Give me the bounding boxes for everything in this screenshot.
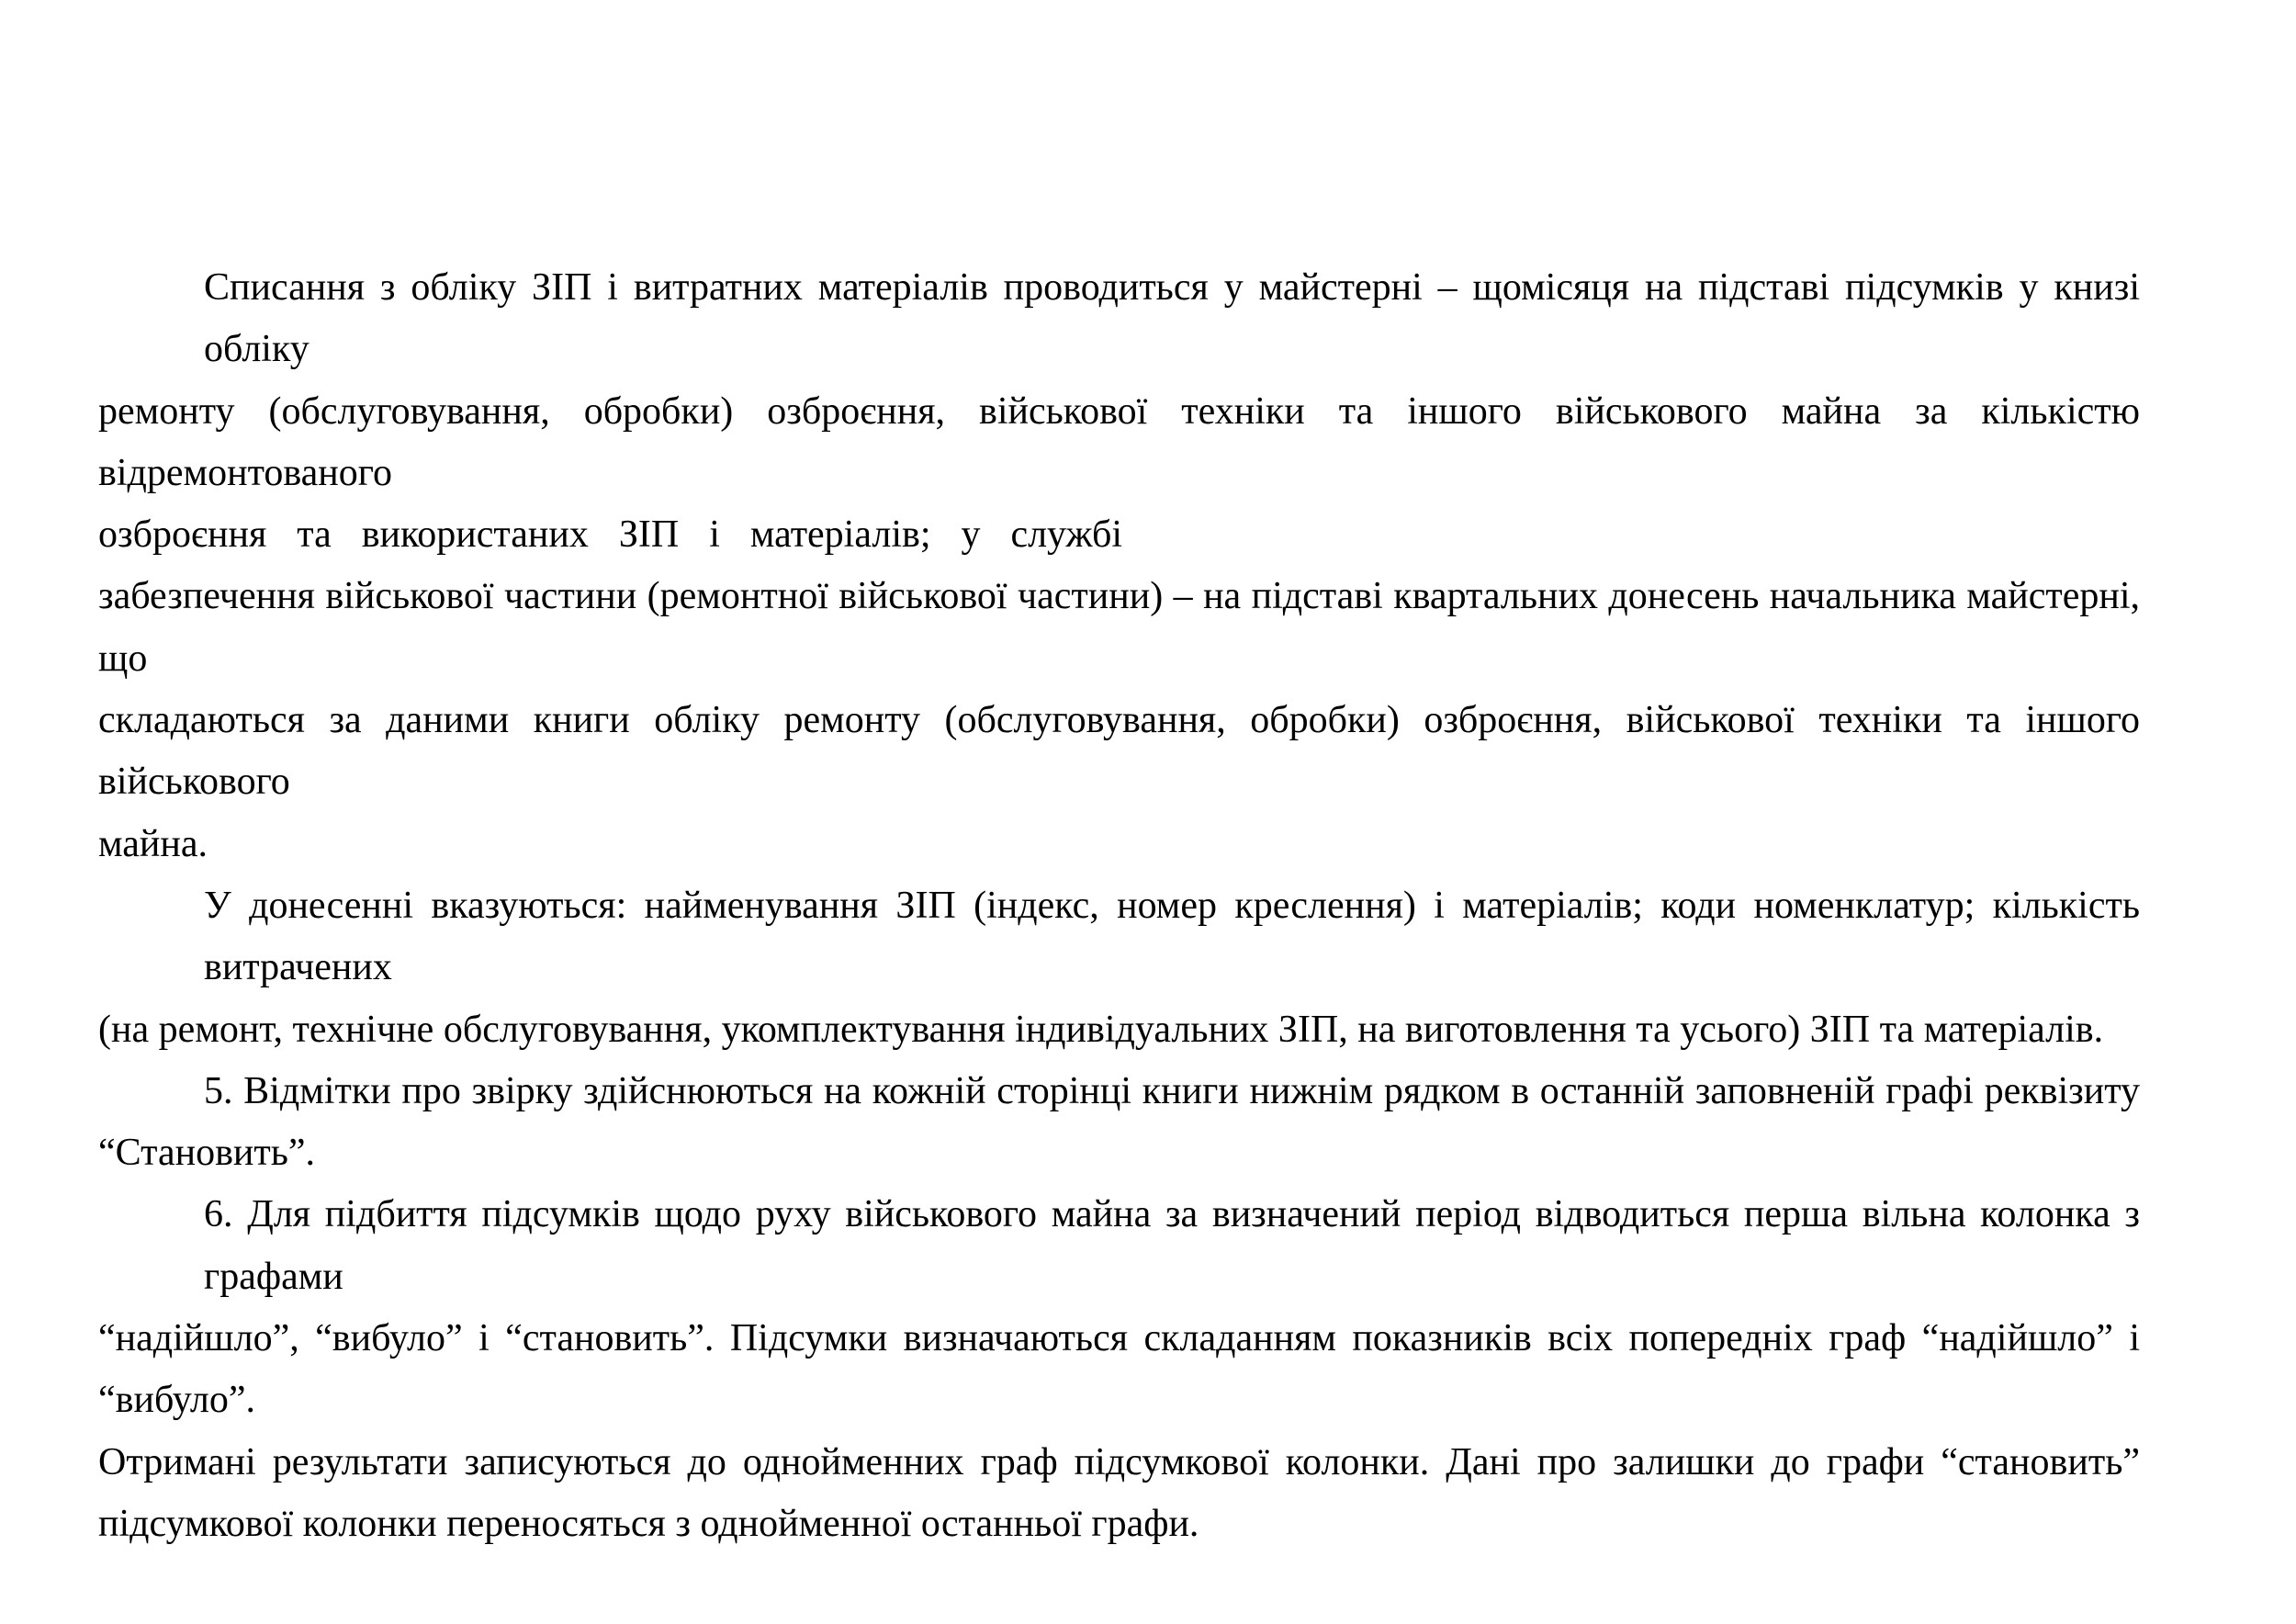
text-line: У донесенні вказуються: найменування ЗІП (індекс, номер креслення) і матеріалів; коди номенклатур; кількість витрачених [204,884,2140,989]
para-donesennia [98,875,2140,1061]
text-line: підсумкової колонки переносяться з однойменної останньої графи. [98,1502,1199,1545]
text-line: Отримані результати записуються до однойменних граф підсумкової колонки. Дані про залишки до графи “становить” [98,1440,2140,1483]
text-line: озброєння та використаних ЗІП і матеріалів; у службі [98,513,1122,557]
para-spysannia-zip [98,257,2140,875]
para-item-5 [98,1061,2140,1185]
text-line: складаються за даними книги обліку ремонту (обслуговування, обробки) озброєння, військової техніки та іншого військового [98,699,2140,804]
text-line: забезпечення військової частини (ремонтної військової частини) – на підставі квартальних донесень начальника майстерні, що [98,575,2140,680]
text-line: “Становить”. [98,1132,316,1175]
text-line: “надійшло”, “вибуло” і “становить”. Підсумки визначаються складанням показників всіх попередніх граф “надійшло” і “вибуло”. [98,1317,2140,1422]
text-line: 6. Для підбиття підсумків щодо руху військового майна за визначений період відводиться перша вільна колонка з графами [204,1193,2140,1298]
text-line: Списання з обліку ЗІП і витратних матеріалів проводиться у майстерні – щомісяця на підставі підсумків у книзі обліку [204,266,2140,371]
text-line: ремонту (обслуговування, обробки) озброєння, військової техніки та іншого військового майна за кількістю відремонтованого [98,389,2140,494]
text-line: (на ремонт, технічне обслуговування, укомплектування індивідуальних ЗІП, на виготовлення та усього) ЗІП та матеріалів. [98,1008,2104,1051]
text-line: 5. Відмітки про звірку здійснюються на кожній сторінці книги нижнім рядком в останній заповненій графі реквізиту [204,1069,2140,1112]
para-item-6 [98,1184,2140,1555]
text-line: майна. [98,822,208,865]
text-block [98,257,2140,1555]
